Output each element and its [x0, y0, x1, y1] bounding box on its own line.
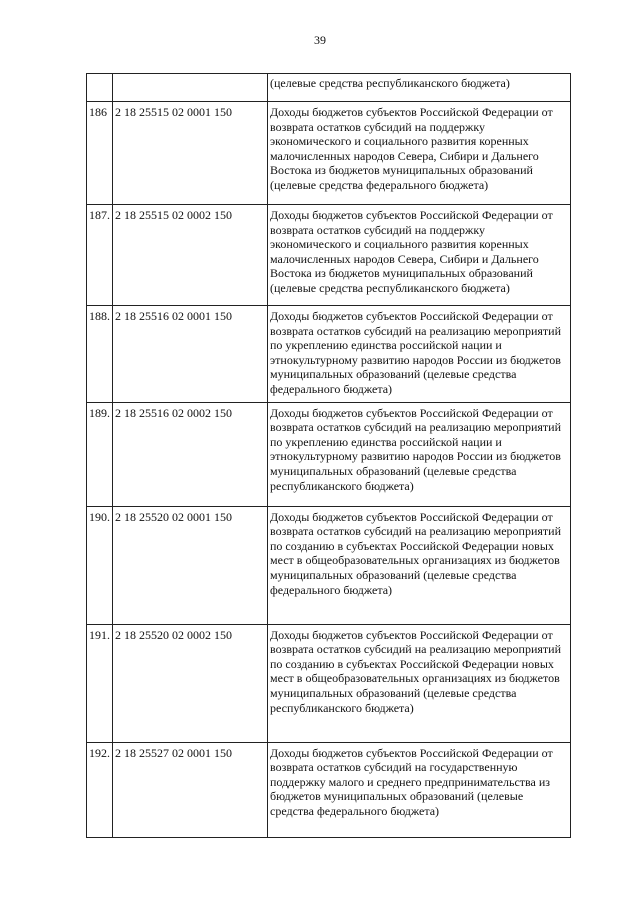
row-number: 188.: [87, 306, 113, 403]
row-description: Доходы бюджетов субъектов Российской Федерации от возврата остатков субсидий на реализацию мероприятий по созданию в субъектах Российской Федерации новых мест в общеобразовательных организациях из бюджетов муниципальных образований (целевые средства федерального бюджета): [268, 506, 571, 624]
table-row: [87, 402, 571, 506]
table-row: [87, 102, 571, 205]
row-number: 191.: [87, 624, 113, 742]
budget-code: [113, 74, 268, 102]
table-row: [87, 624, 571, 742]
row-description: (целевые средства республиканского бюджета): [268, 74, 571, 102]
table-row: [87, 306, 571, 403]
budget-code: 2 18 25516 02 0001 150: [113, 306, 268, 403]
row-description: Доходы бюджетов субъектов Российской Федерации от возврата остатков субсидий на государственную поддержку малого и среднего предпринимательства из бюджетов муниципальных образований (целевые средства федерального бюджета): [268, 742, 571, 837]
row-number: 189.: [87, 402, 113, 506]
budget-code: 2 18 25515 02 0001 150: [113, 102, 268, 205]
table-row: [87, 74, 571, 102]
row-number: 192.: [87, 742, 113, 837]
row-description: Доходы бюджетов субъектов Российской Федерации от возврата остатков субсидий на реализацию мероприятий по укреплению единства российской нации и этнокультурному развитию народов России из бюджетов муниципальных образований (целевые средства федерального бюджета): [268, 306, 571, 403]
row-number: 187.: [87, 205, 113, 306]
row-number: 190.: [87, 506, 113, 624]
table-row: [87, 506, 571, 624]
table-row: [87, 742, 571, 837]
row-description: Доходы бюджетов субъектов Российской Федерации от возврата остатков субсидий на реализацию мероприятий по созданию в субъектах Российской Федерации новых мест в общеобразовательных организациях из бюджетов муниципальных образований (целевые средства республиканского бюджета): [268, 624, 571, 742]
budget-code: 2 18 25520 02 0002 150: [113, 624, 268, 742]
row-number: 186: [87, 102, 113, 205]
row-number: [87, 74, 113, 102]
row-description: Доходы бюджетов субъектов Российской Федерации от возврата остатков субсидий на поддержку экономического и социального развития коренных малочисленных народов Севера, Сибири и Дальнего Востока из бюджетов муниципальных образований (целевые средства республиканского бюджета): [268, 205, 571, 306]
budget-code: 2 18 25527 02 0001 150: [113, 742, 268, 837]
budget-code: 2 18 25515 02 0002 150: [113, 205, 268, 306]
budget-code: 2 18 25520 02 0001 150: [113, 506, 268, 624]
budget-code: 2 18 25516 02 0002 150: [113, 402, 268, 506]
row-description: Доходы бюджетов субъектов Российской Федерации от возврата остатков субсидий на поддержку экономического и социального развития коренных малочисленных народов Севера, Сибири и Дальнего Востока из бюджетов муниципальных образований (целевые средства федерального бюджета): [268, 102, 571, 205]
table-row: [87, 205, 571, 306]
page-number: 39: [314, 33, 326, 47]
revenue-codes-table: [86, 73, 571, 838]
row-description: Доходы бюджетов субъектов Российской Федерации от возврата остатков субсидий на реализацию мероприятий по укреплению единства российской нации и этнокультурному развитию народов России из бюджетов муниципальных образований (целевые средства республиканского бюджета): [268, 402, 571, 506]
